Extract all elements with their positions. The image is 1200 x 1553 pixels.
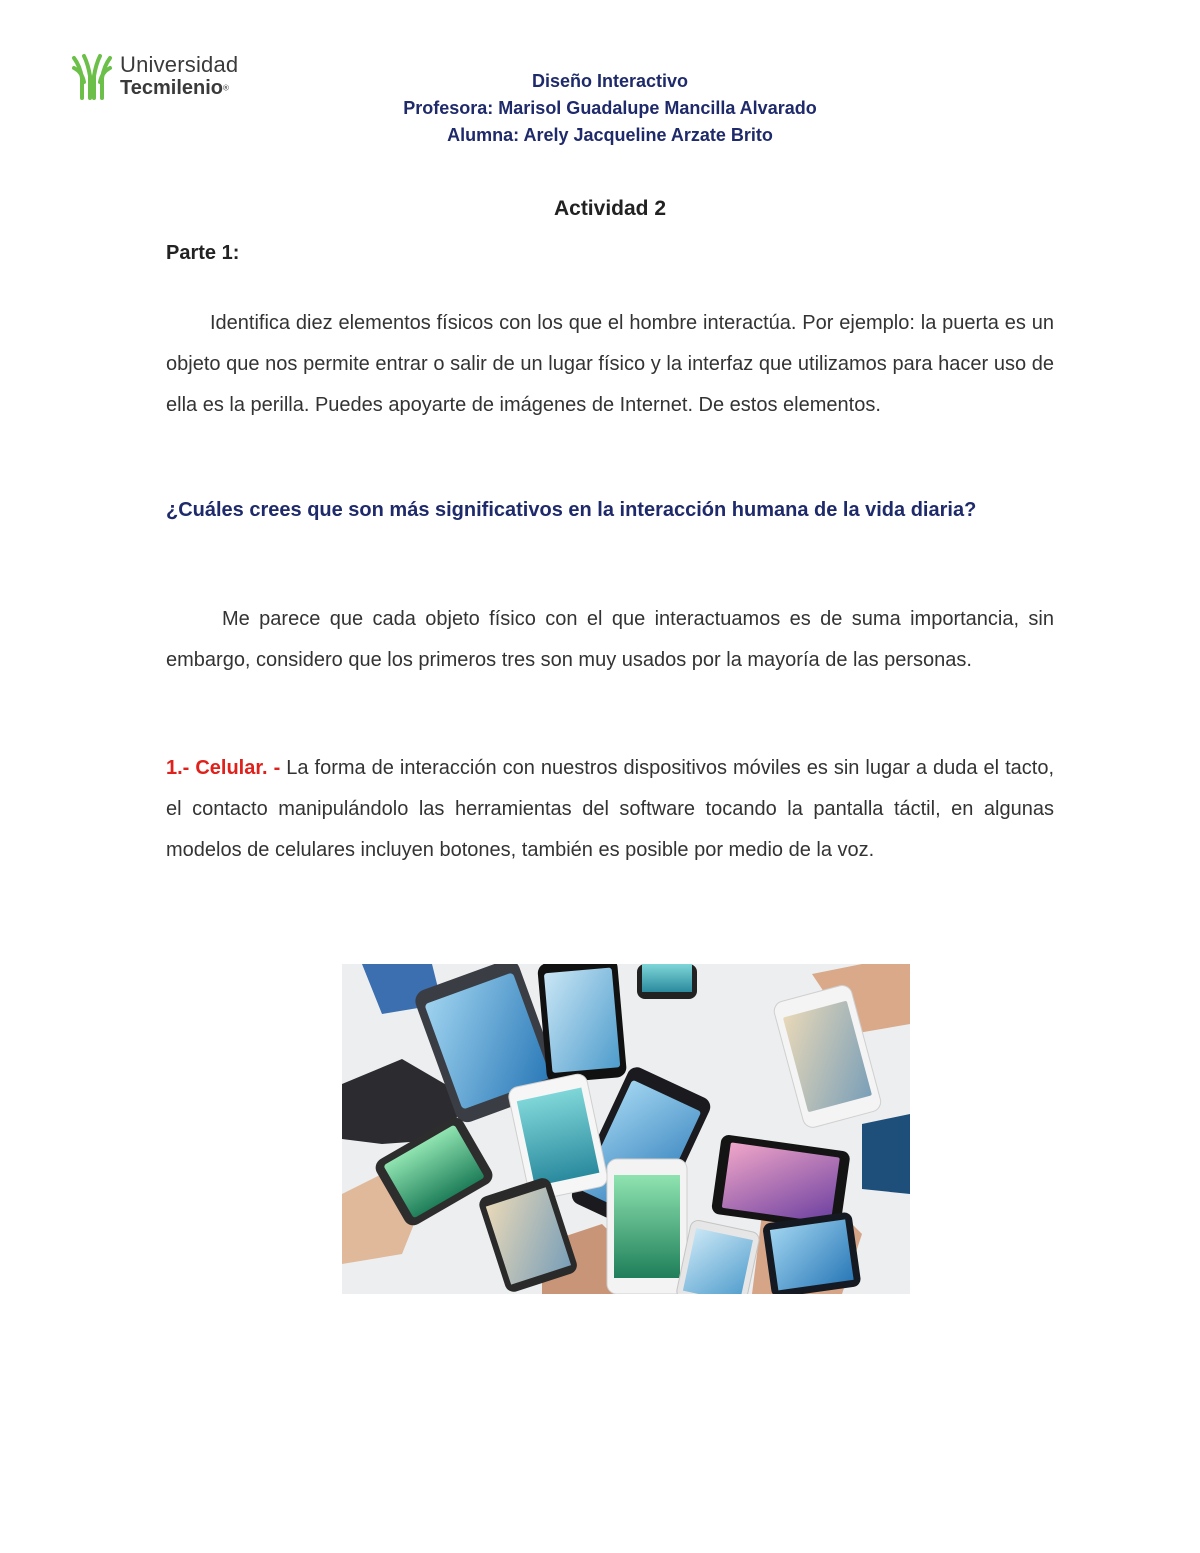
activity-title: Actividad 2 [553, 197, 667, 220]
instructions-text: Identifica diez elementos físicos con los que el hombre interactúa. Por ejemplo: la puerta es un objeto que nos permite entrar o salir de un lugar físico y la interfaz que utilizamos para hacer uso de ella es la perilla. Puedes apoyarte de imágenes de Internet. De estos elementos. [166, 312, 1054, 416]
logo-university-text: Universidad [120, 52, 239, 77]
tecmilenio-logo-icon [70, 52, 114, 100]
question-heading: ¿Cuáles crees que son más significativos en la interacción humana de la vida diaria? [166, 499, 977, 521]
course-name: Diseño Interactivo [531, 71, 689, 91]
instructions-paragraph [166, 303, 1054, 426]
item-celular-paragraph [166, 748, 1054, 871]
answer-paragraph [166, 599, 1054, 681]
document-header [380, 68, 840, 149]
university-logo [70, 50, 240, 102]
answer-text: Me parece que cada objeto físico con el que interactuamos es de suma importancia, sin embargo, considero que los primeros tres son muy usados por la mayoría de las personas. [166, 608, 1054, 671]
student-name: Alumna: Arely Jacqueline Arzate Brito [447, 125, 773, 145]
item-celular-label: 1.- Celular. - [166, 757, 281, 779]
logo-tecmilenio-text: Tecmilenio [120, 77, 223, 99]
smartphones-photo [342, 964, 910, 1294]
registered-mark: ® [223, 83, 229, 93]
hands-holding-smartphones-image [342, 964, 910, 1294]
item-celular-text: La forma de interacción con nuestros dispositivos móviles es sin lugar a duda el tacto, el contacto manipulándolo las herramientas del software tocando la pantalla táctil, en algunas modelos de celulares incluyen botones, también es posible por medio de la voz. [166, 757, 1054, 861]
teacher-name: Profesora: Marisol Guadalupe Mancilla Alvarado [403, 98, 817, 118]
part-label: Parte 1: [166, 242, 240, 264]
